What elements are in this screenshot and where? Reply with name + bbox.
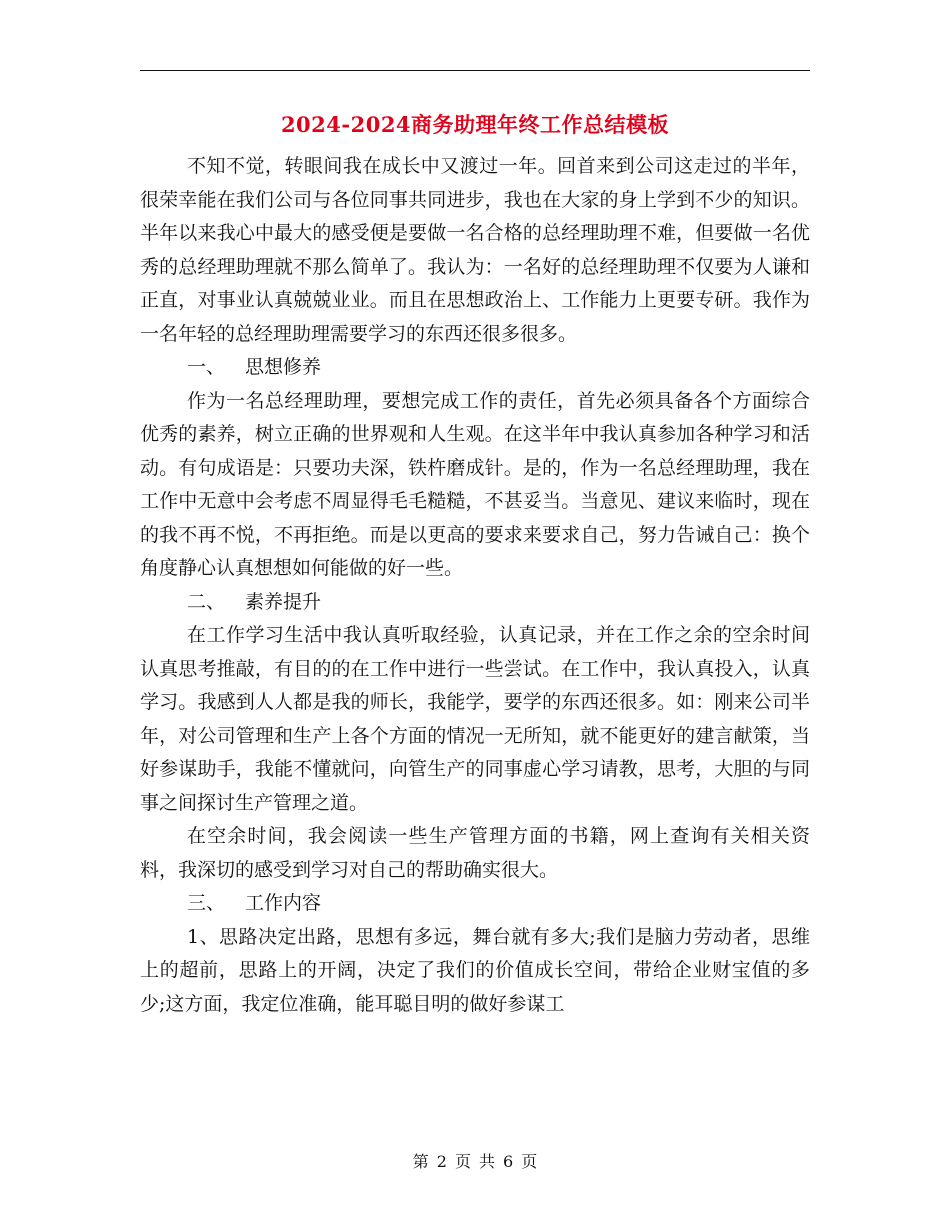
- paragraph-section-3: 1、思路决定出路，思想有多远，舞台就有多大;我们是脑力劳动者，思维上的超前，思路上的开阔，决定了我们的价值成长空间，带给企业财宝值的多少;这方面，我定位准确，能耳聪目明的做好参谋工: [140, 925, 810, 1015]
- footer-page-word: 页: [454, 1152, 471, 1171]
- paragraph-section-2a: 在工作学习生活中我认真听取经验，认真记录，并在工作之余的空余时间认真思考推敲，有目的的在工作中进行一些尝试。在工作中，我认真投入，认真学习。我感到人人都是我的师长，我能学，要学的东西还很多。如：刚来公司半年，对公司管理和生产上各个方面的情况一无所知，就不能更好的建言献策，当好参谋助手，我能不懂就问，向管生产的同事虚心学习请教，思考，大胆的与同事之间探讨生产管理之道。: [140, 624, 810, 814]
- section-number: 二、: [187, 590, 226, 613]
- paragraph-section-2b: 在空余时间，我会阅读一些生产管理方面的书籍，网上查询有关相关资料，我深切的感受到学习对自己的帮助确实很大。: [140, 825, 810, 881]
- paragraph-intro: 不知不觉，转眼间我在成长中又渡过一年。回首来到公司这走过的半年，很荣幸能在我们公司与各位同事共同进步，我也在大家的身上学到不少的知识。半年以来我心中最大的感受便是要做一名合格的总经理助理不难，但要做一名优秀的总经理助理就不那么简单了。我认为：一名好的总经理助理不仅要为人谦和正直，对事业认真兢兢业业。而且在思想政治上、工作能力上更要专研。我作为一名年轻的总经理助理需要学习的东西还很多很多。: [140, 155, 810, 345]
- paragraph-section-1: 作为一名总经理助理，要想完成工作的责任，首先必须具备各个方面综合优秀的素养，树立正确的世界观和人生观。在这半年中我认真参加各种学习和活动。有句成语是：只要功夫深，铁杵磨成针。是的，作为一名总经理助理，我在工作中无意中会考虑不周显得毛毛糙糙，不甚妥当。当意见、建议来临时，现在的我不再不悦，不再拒绝。而是以更高的要求来要求自己，努力告诫自己：换个角度静心认真想想如何能做的好一些。: [140, 389, 810, 579]
- section-heading-3: [140, 887, 810, 921]
- section-title: 素养提升: [245, 590, 322, 613]
- footer-prefix: 第: [412, 1152, 429, 1171]
- document-body: [140, 150, 810, 1021]
- header-rule: [140, 70, 810, 71]
- section-number: 一、: [187, 356, 226, 378]
- section-title: 思想修养: [245, 356, 322, 378]
- footer-suffix: 页: [521, 1152, 538, 1171]
- page-footer: [0, 1152, 950, 1172]
- footer-total-word: 共: [479, 1152, 496, 1171]
- footer-page-number: 2: [436, 1152, 447, 1171]
- section-heading-1: [140, 351, 810, 385]
- section-title: 工作内容: [245, 892, 322, 914]
- section-heading-2: [140, 586, 810, 620]
- document-title: 2024-2024商务助理年终工作总结模板: [280, 112, 670, 137]
- section-number: 三、: [187, 892, 226, 914]
- footer-total-pages: 6: [503, 1152, 514, 1171]
